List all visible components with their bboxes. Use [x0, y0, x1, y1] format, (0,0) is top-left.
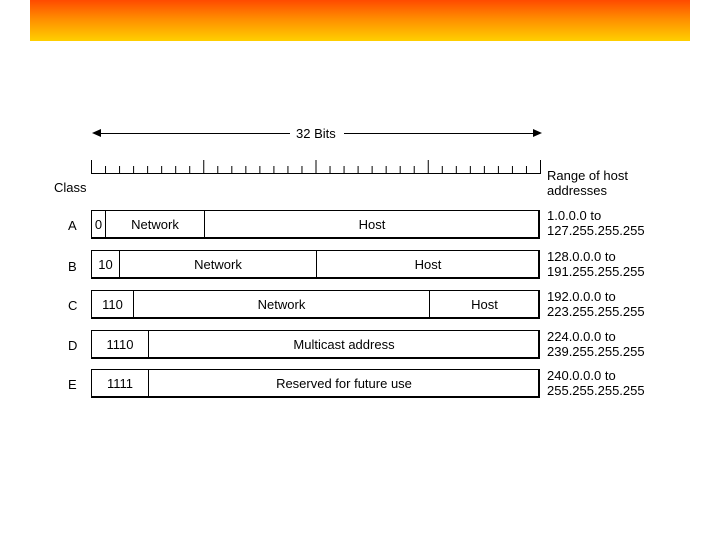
- class-row-b: [91, 250, 540, 279]
- range-b: [547, 249, 645, 279]
- range-d-end: 239.255.255.255: [547, 344, 645, 359]
- range-c: [547, 289, 645, 319]
- reserved-field: Reserved for future use: [276, 375, 412, 391]
- range-d-start: 224.0.0.0 to: [547, 329, 616, 344]
- class-row-d: [91, 330, 540, 359]
- range-e-end: 255.255.255.255: [547, 383, 645, 398]
- prefix-bits: 1111: [92, 370, 149, 396]
- network-field: Network: [134, 291, 430, 317]
- multicast-field: Multicast address: [293, 336, 395, 352]
- bit-ruler: [91, 160, 541, 174]
- class-row-e: [91, 369, 540, 398]
- prefix-bits: 10: [92, 251, 120, 277]
- range-c-end: 223.255.255.255: [547, 304, 645, 319]
- range-heading-line-2: addresses: [547, 183, 607, 198]
- class-label-e: E: [68, 377, 77, 392]
- width-line-right: [344, 133, 534, 134]
- class-row-c: [91, 290, 540, 319]
- arrow-right-icon: [533, 129, 542, 137]
- class-label-d: D: [68, 338, 78, 353]
- host-field: Host: [358, 216, 386, 232]
- class-label-c: C: [68, 298, 78, 313]
- network-field: Network: [106, 211, 205, 237]
- prefix-bits: 0: [92, 211, 106, 237]
- class-row-a: [91, 210, 540, 239]
- class-heading: Class: [54, 180, 87, 195]
- network-field: Network: [120, 251, 317, 277]
- prefix-bits: 110: [92, 291, 134, 317]
- width-label: 32 Bits: [296, 126, 336, 141]
- range-c-start: 192.0.0.0 to: [547, 289, 616, 304]
- width-line-left: [100, 133, 290, 134]
- host-field: Host: [471, 296, 498, 312]
- prefix-bits: 1110: [92, 331, 149, 357]
- range-a: [547, 208, 645, 238]
- class-label-b: B: [68, 259, 77, 274]
- range-a-start: 1.0.0.0 to: [547, 208, 602, 223]
- header-banner: [30, 0, 690, 41]
- range-d: [547, 329, 645, 359]
- range-heading: [547, 168, 628, 198]
- range-a-end: 127.255.255.255: [547, 223, 645, 238]
- range-e-start: 240.0.0.0 to: [547, 368, 616, 383]
- range-b-end: 191.255.255.255: [547, 264, 645, 279]
- range-heading-line-1: Range of host: [547, 168, 628, 183]
- class-label-a: A: [68, 218, 77, 233]
- range-b-start: 128.0.0.0 to: [547, 249, 616, 264]
- range-e: [547, 368, 645, 398]
- host-field: Host: [414, 256, 442, 272]
